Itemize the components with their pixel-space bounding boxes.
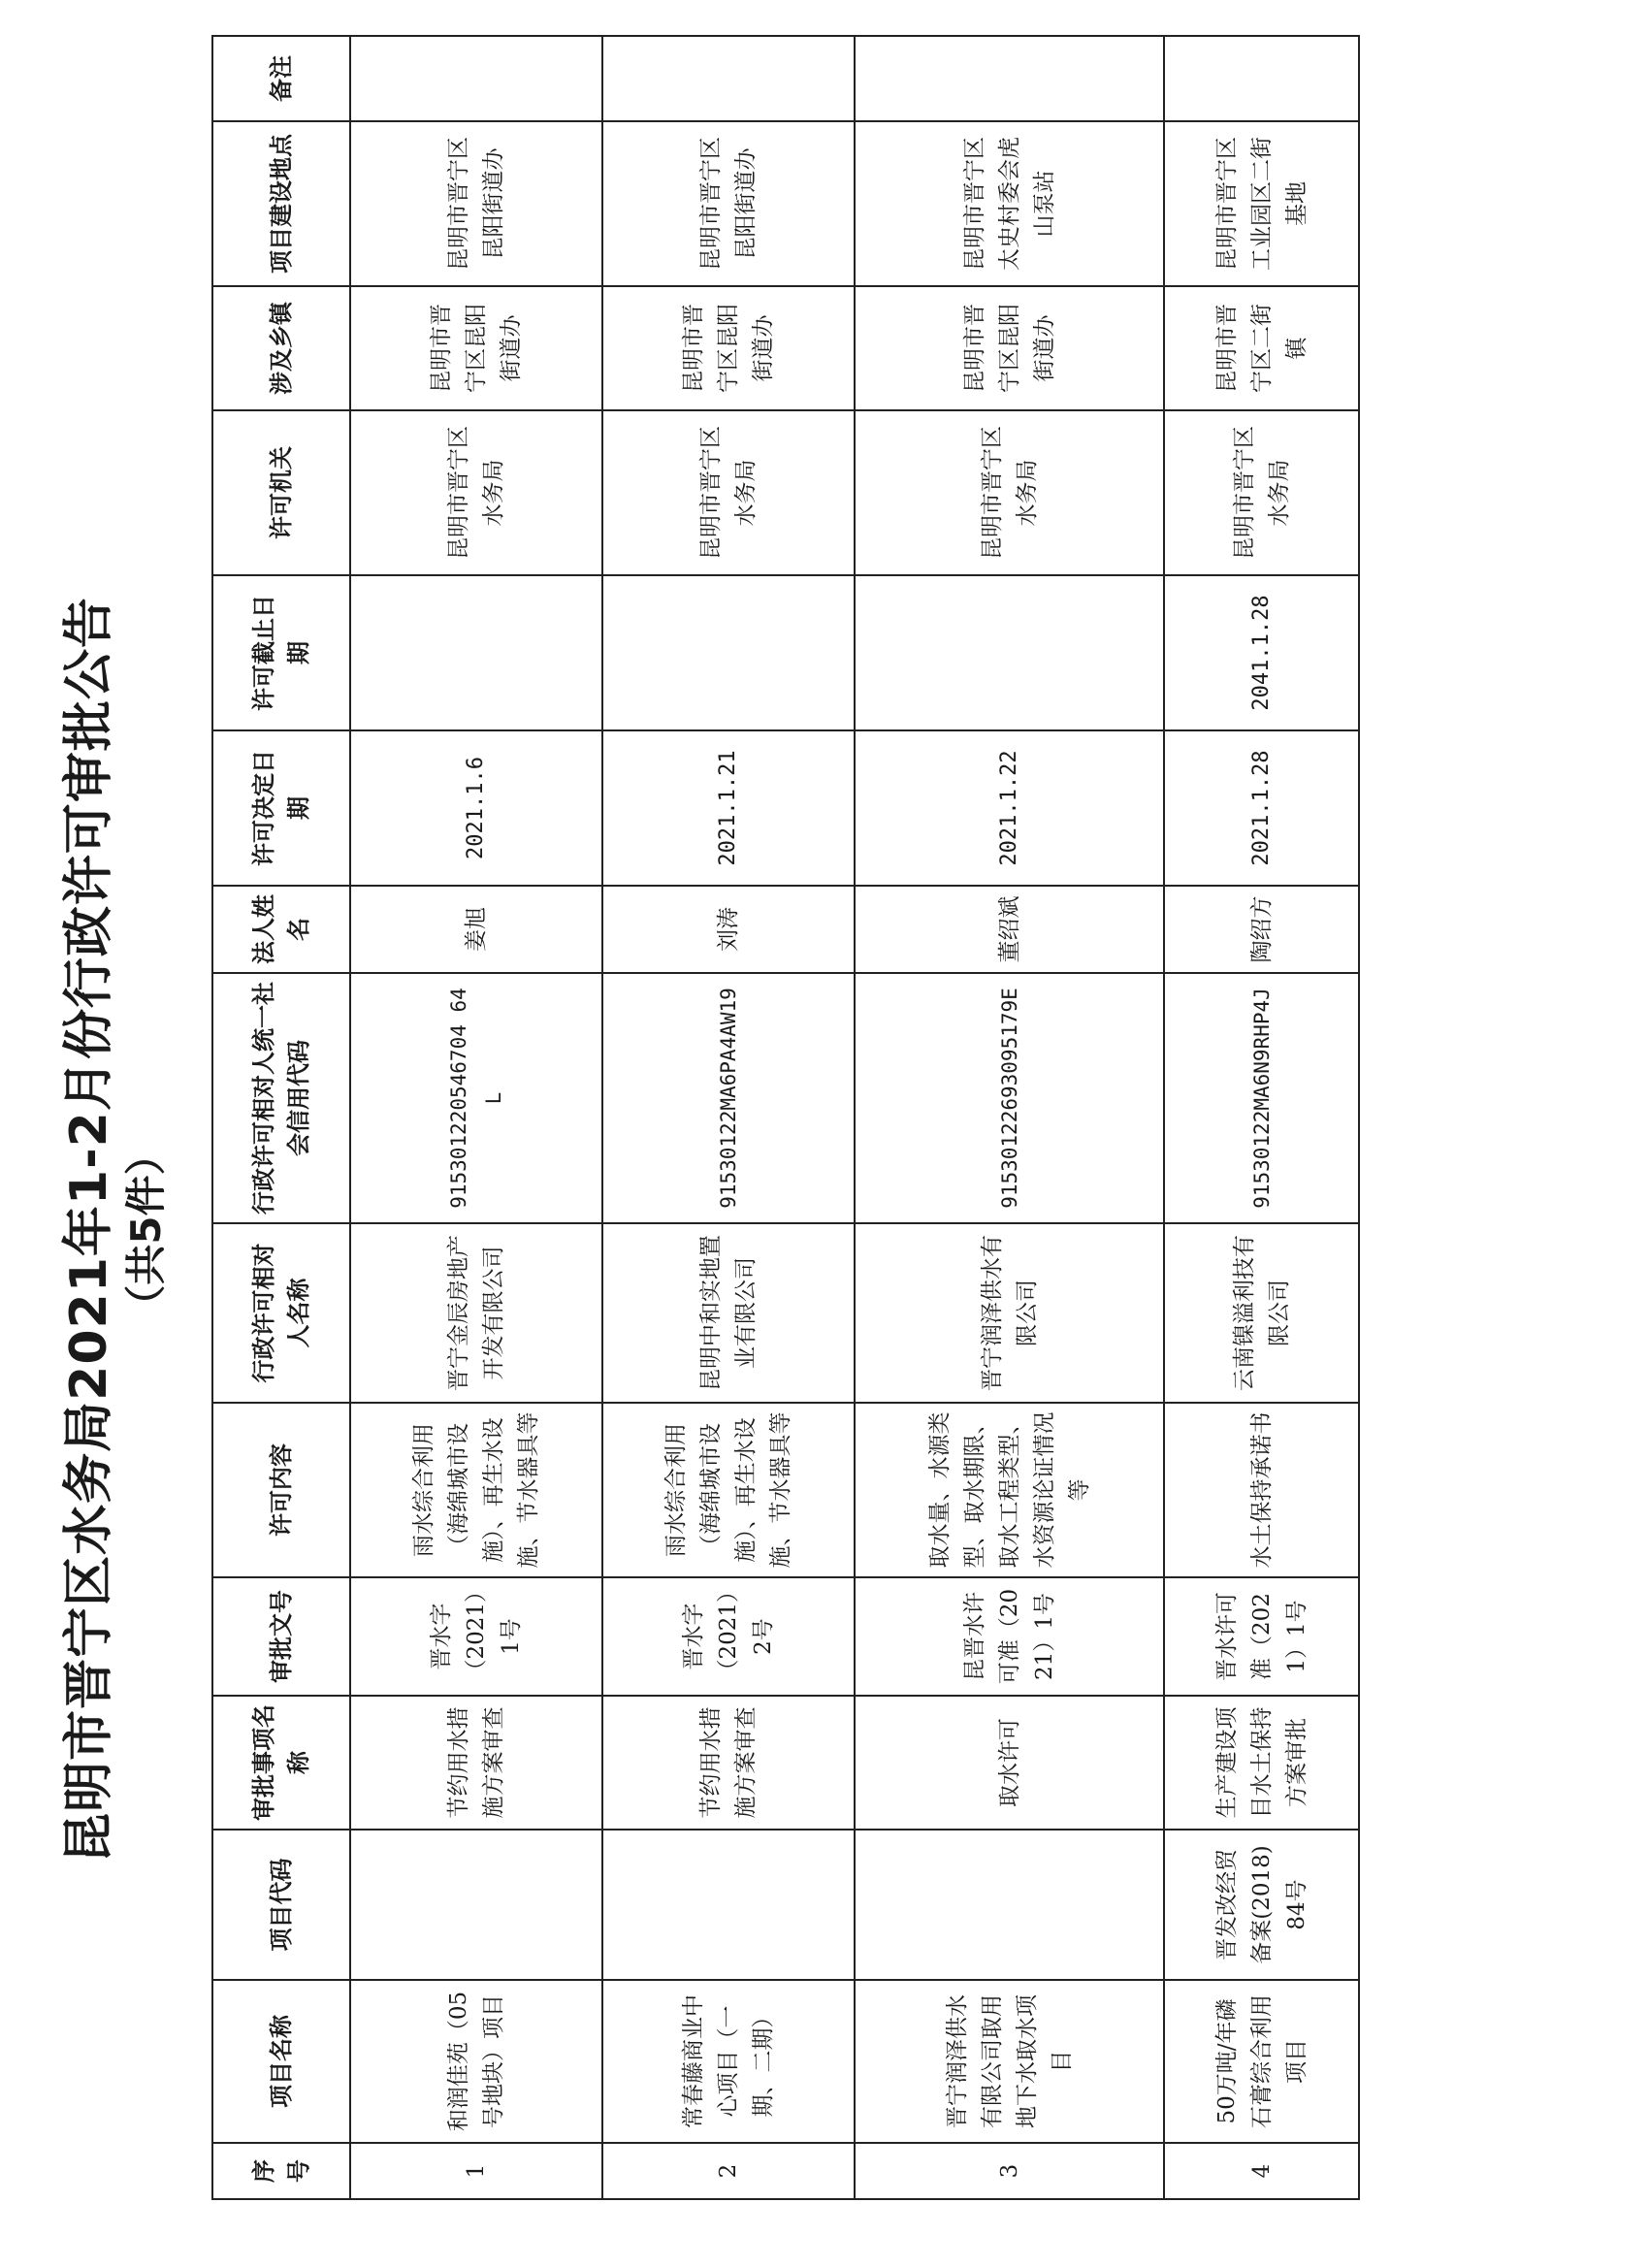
- cell-site: 昆明市晋宁区昆阳街道办: [602, 121, 855, 286]
- cell-project-code: [855, 1830, 1164, 1980]
- header-seq: 序号: [212, 2143, 350, 2199]
- cell-expiry-date: [855, 575, 1164, 730]
- cell-town: 昆明市晋宁区昆阳街道办: [602, 286, 855, 410]
- cell-credit-code: 91530122MA6N9RHP4J: [1164, 973, 1359, 1223]
- cell-counterparty: 晋宁润泽供水有限公司: [855, 1223, 1164, 1403]
- cell-project-code: [602, 1830, 855, 1980]
- cell-approval-doc: 昆晋水许可准（2021）1号: [855, 1577, 1164, 1696]
- cell-project-code: [350, 1830, 602, 1980]
- cell-town: 昆明市晋宁区昆阳街道办: [855, 286, 1164, 410]
- cell-counterparty: 昆明中和实地置业有限公司: [602, 1223, 855, 1403]
- header-project-name: 项目名称: [212, 1980, 350, 2143]
- table-row: [1164, 36, 1359, 2199]
- header-decision-date: 许可决定日期: [212, 730, 350, 886]
- cell-project-name: 50万吨/年磷石膏综合利用项目: [1164, 1980, 1359, 2143]
- cell-authority: 昆明市晋宁区水务局: [350, 410, 602, 575]
- cell-decision-date: 2021.1.22: [855, 730, 1164, 886]
- cell-approval-item: 取水许可: [855, 1696, 1164, 1830]
- header-credit-code: 行政许可相对人统一社会信用代码: [212, 973, 350, 1223]
- cell-counterparty: 晋宁金辰房地产开发有限公司: [350, 1223, 602, 1403]
- cell-credit-code: 91530122MA6PA4AW19: [602, 973, 855, 1223]
- cell-approval-item: 生产建设项目水土保持方案审批: [1164, 1696, 1359, 1830]
- cell-approval-item: 节约用水措施方案审查: [350, 1696, 602, 1830]
- cell-approval-doc: 晋水许可准（2021）1号: [1164, 1577, 1359, 1696]
- document-title: 昆明市晋宁区水务局2021年1-2月份行政许可审批公告: [60, 597, 118, 1863]
- header-town: 涉及乡镇: [212, 286, 350, 410]
- header-expiry-date: 许可截止日期: [212, 575, 350, 730]
- cell-approval-doc: 晋水字（2021）1号: [350, 1577, 602, 1696]
- cell-site: 昆明市晋宁区工业园区二街基地: [1164, 121, 1359, 286]
- cell-legal-person: 刘涛: [602, 886, 855, 973]
- permits-table: [211, 35, 1360, 2200]
- cell-authority: 昆明市晋宁区水务局: [855, 410, 1164, 575]
- cell-remark: [855, 36, 1164, 121]
- cell-remark: [602, 36, 855, 121]
- header-permit-content: 许可内容: [212, 1403, 350, 1577]
- cell-site: 昆明市晋宁区昆阳街道办: [350, 121, 602, 286]
- cell-seq: 2: [602, 2143, 855, 2199]
- cell-decision-date: 2021.1.21: [602, 730, 855, 886]
- cell-permit-content: 雨水综合利用（海绵城市设施）、再生水设施、节水器具等: [602, 1403, 855, 1577]
- table-row: [602, 36, 855, 2199]
- cell-seq: 4: [1164, 2143, 1359, 2199]
- cell-seq: 3: [855, 2143, 1164, 2199]
- header-counterparty: 行政许可相对人名称: [212, 1223, 350, 1403]
- cell-project-name: 和润佳苑（05号地块）项目: [350, 1980, 602, 2143]
- cell-town: 昆明市晋宁区二街镇: [1164, 286, 1359, 410]
- cell-project-code: 晋发改经贸备案(2018)84号: [1164, 1830, 1359, 1980]
- cell-project-name: 晋宁润泽供水有限公司取用地下水取水项目: [855, 1980, 1164, 2143]
- table-header-row: [212, 36, 350, 2199]
- document-subtitle: （共5件）: [122, 1134, 170, 1326]
- cell-credit-code: 915301220546704 64L: [350, 973, 602, 1223]
- cell-approval-doc: 晋水字（2021）2号: [602, 1577, 855, 1696]
- cell-expiry-date: [350, 575, 602, 730]
- header-legal-person: 法人姓名: [212, 886, 350, 973]
- cell-permit-content: 雨水综合利用（海绵城市设施）、再生水设施、节水器具等: [350, 1403, 602, 1577]
- cell-site: 昆明市晋宁区太史村委会虎山泵站: [855, 121, 1164, 286]
- header-site: 项目建设地点: [212, 121, 350, 286]
- cell-legal-person: 姜旭: [350, 886, 602, 973]
- cell-legal-person: 陶绍方: [1164, 886, 1359, 973]
- cell-remark: [1164, 36, 1359, 121]
- cell-counterparty: 云南镍溢利技有限公司: [1164, 1223, 1359, 1403]
- cell-remark: [350, 36, 602, 121]
- cell-expiry-date: [602, 575, 855, 730]
- table-row: [855, 36, 1164, 2199]
- cell-town: 昆明市晋宁区昆阳街道办: [350, 286, 602, 410]
- cell-decision-date: 2021.1.28: [1164, 730, 1359, 886]
- cell-permit-content: 水土保持承诺书: [1164, 1403, 1359, 1577]
- cell-seq: 1: [350, 2143, 602, 2199]
- cell-expiry-date: 2041.1.28: [1164, 575, 1359, 730]
- cell-approval-item: 节约用水措施方案审查: [602, 1696, 855, 1830]
- cell-credit-code: 91530122693095179E: [855, 973, 1164, 1223]
- header-remark: 备注: [212, 36, 350, 121]
- header-approval-item: 审批事项名称: [212, 1696, 350, 1830]
- cell-decision-date: 2021.1.6: [350, 730, 602, 886]
- header-authority: 许可机关: [212, 410, 350, 575]
- table-row: [350, 36, 602, 2199]
- cell-permit-content: 取水量、水源类型、取水期限、取水工程类型、水资源论证情况等: [855, 1403, 1164, 1577]
- header-project-code: 项目代码: [212, 1830, 350, 1980]
- cell-project-name: 常春藤商业中心项目（一期、二期）: [602, 1980, 855, 2143]
- cell-authority: 昆明市晋宁区水务局: [602, 410, 855, 575]
- cell-legal-person: 董绍斌: [855, 886, 1164, 973]
- header-approval-doc: 审批文号: [212, 1577, 350, 1696]
- cell-authority: 昆明市晋宁区水务局: [1164, 410, 1359, 575]
